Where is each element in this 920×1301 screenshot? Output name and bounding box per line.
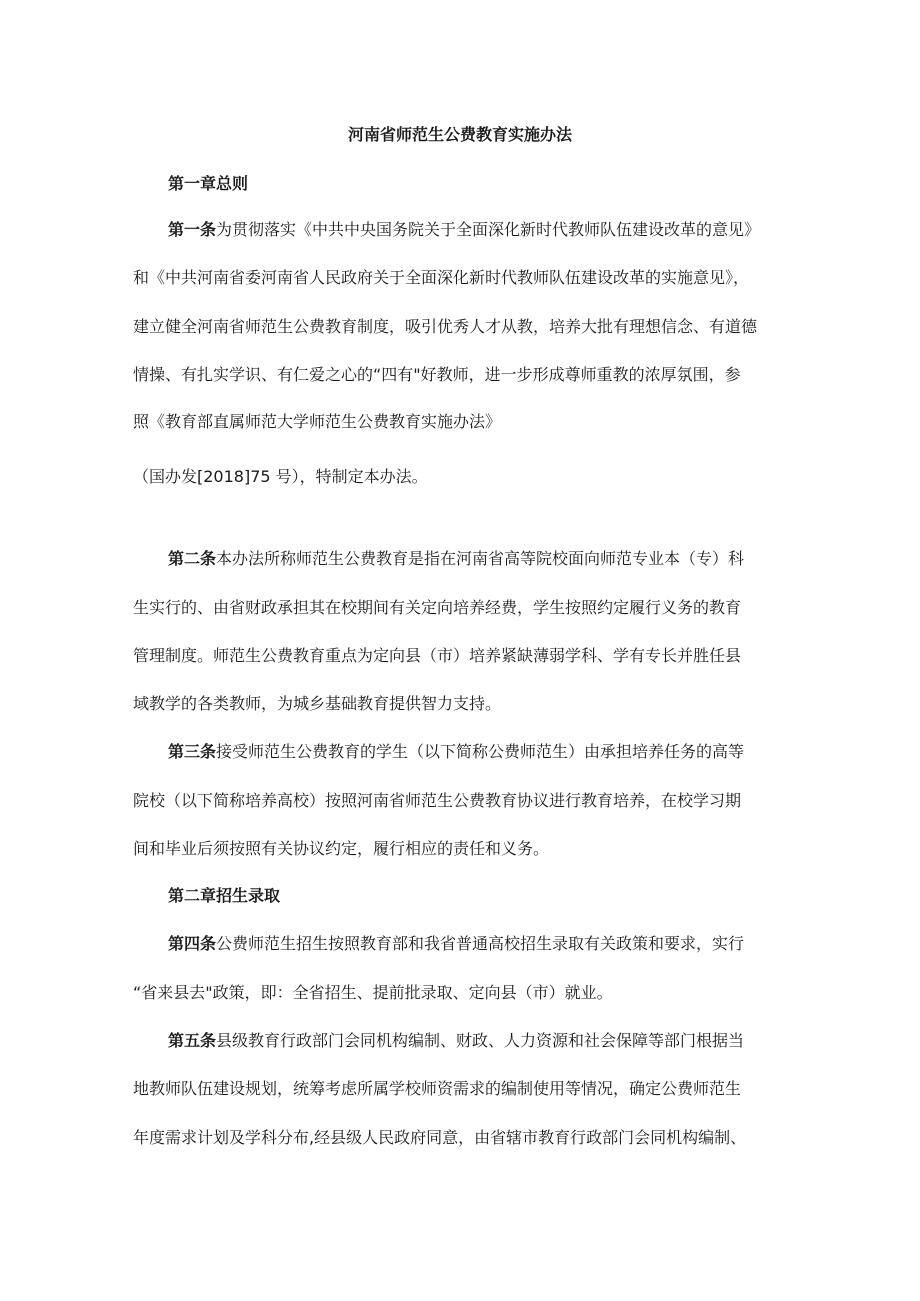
article-2-label: 第二条	[168, 549, 217, 568]
document-title: 河南省师范生公费教育实施办法	[347, 125, 572, 144]
article-1-line-5: 照《教育部直属师范大学师范生公费教育实施办法》	[133, 412, 502, 431]
article-5-label: 第五条	[168, 1031, 217, 1050]
article-1-text: 为贯彻落实《中共中央国务院关于全面深化新时代教师队伍建设改革的意见》	[216, 220, 761, 239]
article-2-line-1	[168, 548, 744, 570]
article-1-line-6: （国办发[2018]75 号），特制定本办法。	[133, 467, 428, 486]
article-4-text: 公费师范生招生按照教育部和我省普通高校招生录取有关政策和要求，实行	[216, 934, 745, 953]
article-2-text: 本办法所称师范生公费教育是指在河南省高等院校面向师范专业本（专）科	[216, 549, 745, 568]
article-4-label: 第四条	[168, 934, 217, 953]
article-2-line-3: 管理制度。师范生公费教育重点为定向县（市）培养紧缺薄弱学科、学有专长并胜任县	[133, 646, 742, 665]
article-5-line-1	[168, 1030, 744, 1052]
article-1-line-1	[168, 219, 760, 241]
article-5-line-2: 地教师队伍建设规划，统筹考虑所属学校师资需求的编制使用等情况，确定公费师范生	[133, 1079, 742, 1098]
article-3-line-2: 院校（以下简称培养高校）按照河南省师范生公费教育协议进行教育培养，在校学习期	[133, 791, 742, 810]
article-5-line-3: 年度需求计划及学科分布,经县级人民政府同意，由省辖市教育行政部门会同机构编制、	[133, 1128, 747, 1147]
article-4-line-2: “省来县去"政策，即：全省招生、提前批录取、定向县（市）就业。	[133, 983, 613, 1002]
article-1-line-3: 建立健全河南省师范生公费教育制度，吸引优秀人才从教，培养大批有理想信念、有道德	[133, 317, 758, 336]
article-3-label: 第三条	[168, 742, 217, 761]
article-3-text: 接受师范生公费教育的学生（以下简称公费师范生）由承担培养任务的高等	[216, 742, 745, 761]
chapter-2-heading: 第二章招生录取	[168, 886, 281, 905]
article-3-line-1	[168, 741, 744, 763]
chapter-1-heading: 第一章总则	[168, 174, 249, 193]
article-1-line-4: 情操、有扎实学识、有仁爱之心的“四有"好教师，进一步形成尊师重教的浓厚氛围，参	[133, 365, 741, 384]
article-3-line-3: 间和毕业后须按照有关协议约定，履行相应的责任和义务。	[133, 839, 550, 858]
article-2-line-2: 生实行的、由省财政承担其在校期间有关定向培养经费，学生按照约定履行义务的教育	[133, 598, 742, 617]
article-5-text: 县级教育行政部门会同机构编制、财政、人力资源和社会保障等部门根据当	[216, 1031, 745, 1050]
article-4-line-1	[168, 933, 744, 955]
article-1-label: 第一条	[168, 220, 217, 239]
article-2-line-4: 域教学的各类教师，为城乡基础教育提供智力支持。	[133, 694, 502, 713]
article-1-line-2: 和《中共河南省委河南省人民政府关于全面深化新时代教师队伍建设改革的实施意见》，	[133, 268, 750, 287]
